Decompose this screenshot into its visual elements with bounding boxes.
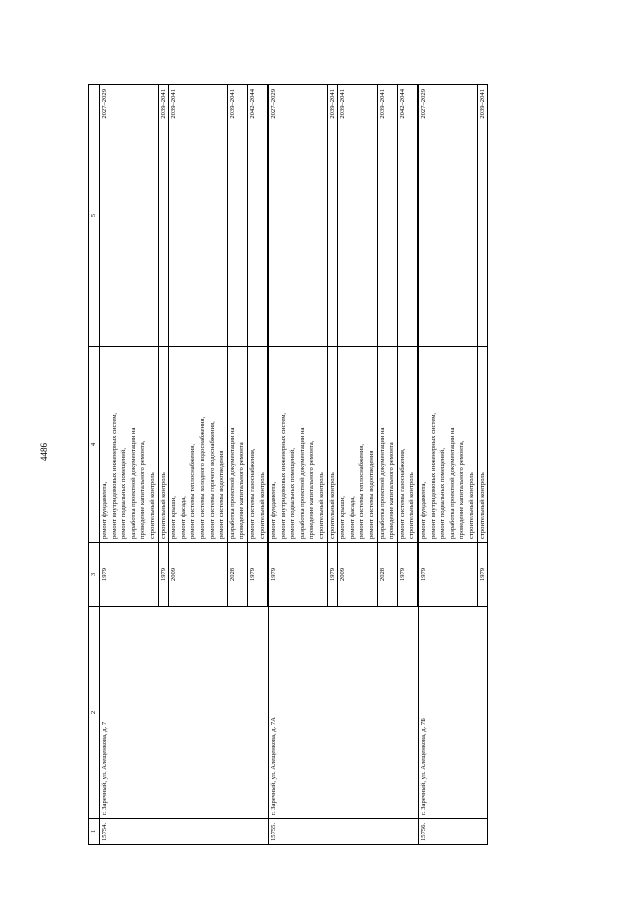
repair-period: 2039–2041 bbox=[339, 89, 347, 119]
build-year: 2028 bbox=[227, 543, 247, 607]
build-year: 1979 bbox=[247, 543, 268, 607]
work-item: ремонт системы водоотведения bbox=[218, 450, 226, 539]
repair-period: 2027–2029 bbox=[101, 89, 108, 119]
build-year: 1979 bbox=[327, 543, 338, 607]
build-year: 1979 bbox=[397, 543, 418, 607]
work-item: разработка проектной документации на bbox=[129, 427, 137, 539]
work-item: строительный контроль bbox=[478, 472, 486, 539]
period-cell bbox=[477, 85, 488, 347]
period-cell bbox=[327, 85, 338, 347]
rotated-table-container bbox=[88, 85, 578, 845]
works-list bbox=[227, 347, 247, 543]
period-cell bbox=[169, 85, 228, 347]
work-item: ремонт внутридомовых инженерных систем, bbox=[279, 412, 287, 539]
work-item: ремонт системы теплоснабжения, bbox=[358, 444, 366, 539]
works-list bbox=[377, 347, 397, 543]
table-row bbox=[418, 85, 477, 845]
work-item: ремонт фундамента, bbox=[420, 481, 427, 539]
build-year: 1979 bbox=[100, 543, 159, 607]
work-item: строительный контроль bbox=[318, 472, 326, 539]
building-address: г. Заречный, ул. Алещенкова, д. 7 bbox=[100, 607, 269, 819]
work-item: ремонт фасада, bbox=[348, 496, 356, 539]
work-item: ремонт фундамента, bbox=[101, 481, 108, 539]
table-row bbox=[100, 85, 159, 845]
work-item: строительный контроль bbox=[408, 472, 416, 539]
build-year: 2009 bbox=[338, 543, 377, 607]
work-item: ремонт крыши, bbox=[170, 496, 178, 539]
work-item: ремонт подвальных помещений, bbox=[120, 448, 128, 539]
work-item: ремонт подвальных помещений, bbox=[439, 448, 447, 539]
work-item: проведение капитального ремонта, bbox=[139, 440, 147, 539]
work-item: проведение капитального ремонта bbox=[388, 442, 396, 539]
work-item: ремонт системы водоотведения bbox=[368, 450, 376, 539]
repair-period: 2039–2041 bbox=[159, 89, 167, 119]
header-cell-5: 5 bbox=[89, 85, 100, 347]
build-year: 1979 bbox=[158, 543, 169, 607]
work-item: проведение капитального ремонта, bbox=[308, 440, 316, 539]
building-number: 15756. bbox=[418, 819, 488, 845]
work-item: проведение капитального ремонта, bbox=[458, 440, 466, 539]
repair-period: 2027–2029 bbox=[270, 89, 278, 119]
work-item: строительный контроль bbox=[258, 472, 266, 539]
build-year: 2009 bbox=[169, 543, 228, 607]
repair-period: 2039–2041 bbox=[478, 89, 486, 119]
period-cell bbox=[377, 85, 397, 347]
work-item: строительный контроль bbox=[467, 472, 475, 539]
works-list bbox=[477, 347, 488, 543]
work-item: ремонт фундамента, bbox=[270, 481, 278, 539]
build-year: 1979 bbox=[268, 543, 327, 607]
header-cell-3: 3 bbox=[89, 543, 100, 607]
repair-period: 2039–2041 bbox=[170, 89, 178, 119]
works-list bbox=[247, 347, 268, 543]
work-item: ремонт внутридомовых инженерных систем, bbox=[429, 412, 437, 539]
work-item: ремонт крыши, bbox=[339, 496, 347, 539]
period-cell bbox=[338, 85, 377, 347]
period-cell bbox=[418, 85, 477, 347]
page-number: 4486 bbox=[39, 443, 49, 461]
work-item: разработка проектной документации на bbox=[228, 427, 236, 539]
work-item: проведение капитального ремонта bbox=[238, 442, 246, 539]
table-row bbox=[268, 85, 327, 845]
build-year: 1979 bbox=[477, 543, 488, 607]
work-item: ремонт системы газоснабжения, bbox=[398, 448, 406, 539]
repair-period: 2042–2044 bbox=[398, 89, 406, 119]
repair-schedule-table bbox=[88, 84, 488, 845]
repair-period: 2042–2044 bbox=[248, 89, 256, 119]
work-item: ремонт фасада, bbox=[179, 496, 187, 539]
period-cell bbox=[247, 85, 268, 347]
period-cell bbox=[397, 85, 418, 347]
build-year: 1979 bbox=[418, 543, 477, 607]
header-cell-4: 4 bbox=[89, 347, 100, 543]
work-item: разработка проектной документации на bbox=[378, 427, 386, 539]
works-list bbox=[169, 347, 228, 543]
period-cell bbox=[268, 85, 327, 347]
building-number: 15755. bbox=[268, 819, 418, 845]
work-item: строительный контроль bbox=[328, 472, 336, 539]
works-list bbox=[100, 347, 159, 543]
repair-period: 2039–2041 bbox=[228, 89, 236, 119]
work-item: ремонт системы горячего водоснабжения, bbox=[208, 421, 216, 539]
work-item: разработка проектной документации на bbox=[298, 427, 306, 539]
works-list bbox=[268, 347, 327, 543]
period-cell bbox=[227, 85, 247, 347]
works-list bbox=[418, 347, 477, 543]
header-row bbox=[89, 85, 100, 845]
works-list bbox=[158, 347, 169, 543]
header-cell-1: 1 bbox=[89, 819, 100, 845]
work-item: строительный контроль bbox=[148, 472, 156, 539]
work-item: строительный контроль bbox=[159, 472, 167, 539]
work-item: ремонт системы газоснабжения, bbox=[248, 448, 256, 539]
works-list bbox=[397, 347, 418, 543]
building-address: г. Заречный, ул. Алещенкова, д. 7А bbox=[268, 607, 418, 819]
header-cell-2: 2 bbox=[89, 607, 100, 819]
repair-period: 2039–2041 bbox=[328, 89, 336, 119]
building-number: 15754. bbox=[100, 819, 269, 845]
build-year: 2028 bbox=[377, 543, 397, 607]
work-item: ремонт системы теплоснабжения, bbox=[189, 444, 197, 539]
work-item: ремонт системы холодного водоснабжения, bbox=[198, 416, 206, 539]
work-item: ремонт подвальных помещений, bbox=[289, 448, 297, 539]
work-item: ремонт внутридомовых инженерных систем, bbox=[110, 412, 118, 539]
repair-period: 2027–2029 bbox=[420, 89, 427, 119]
works-list bbox=[327, 347, 338, 543]
works-list bbox=[338, 347, 377, 543]
building-address: г. Заречный, ул. Алещенкова, д. 7Б bbox=[418, 607, 488, 819]
period-cell bbox=[158, 85, 169, 347]
period-cell bbox=[100, 85, 159, 347]
repair-period: 2039–2041 bbox=[378, 89, 386, 119]
work-item: разработка проектной документации на bbox=[448, 427, 456, 539]
